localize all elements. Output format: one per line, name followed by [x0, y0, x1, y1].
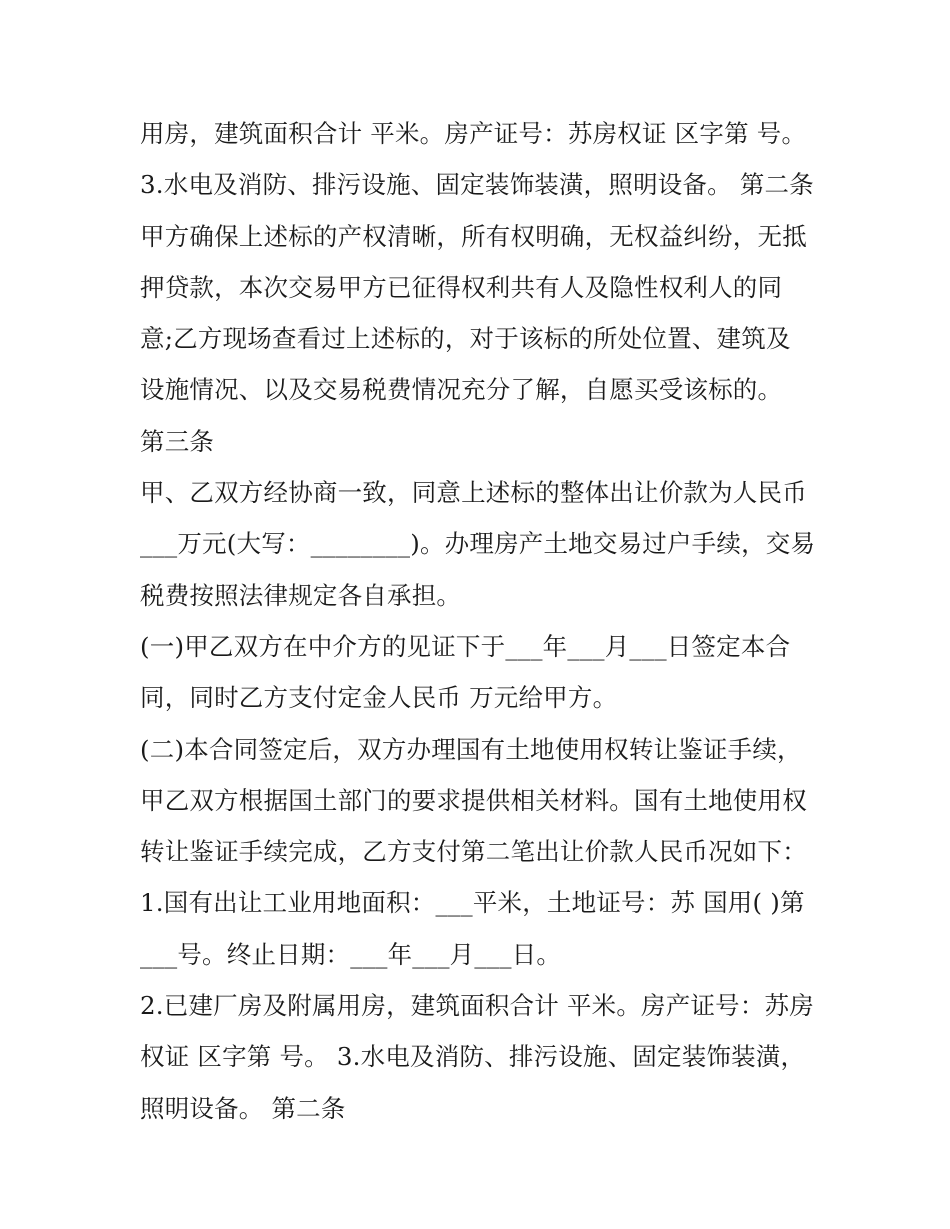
text-line: 转让鉴证手续完成，乙方支付第二笔出让价款人民币况如下： — [140, 837, 807, 867]
text-line: (一)甲乙双方在中介方的见证下于___年___月___日签定本合 — [140, 631, 791, 661]
text-line: 设施情况、以及交易税费情况充分了解，自愿买受该标的。 — [140, 375, 783, 405]
text-line: 照明设备。 第二条 — [140, 1093, 346, 1123]
text-line: 3.水电及消防、排污设施、固定装饰装潢，照明设备。 第二条 — [140, 170, 814, 200]
text-line: 税费按照法律规定各自承担。 — [140, 580, 462, 610]
text-line: (二)本合同签定后，双方办理国有土地使用权转让鉴证手续， — [140, 734, 802, 764]
text-line: 用房，建筑面积合计 平米。房产证号：苏房权证 区字第 号。 — [140, 119, 807, 148]
text-line: 1.国有出让工业用地面积：___平米，土地证号：苏 国用( )第 — [140, 888, 805, 918]
text-line: ___万元(大写：________)。办理房产土地交易过户手续，交易 — [140, 529, 816, 559]
text-line: 同，同时乙方支付定金人民币 万元给甲方。 — [140, 683, 618, 713]
section-heading: 第三条 — [140, 426, 215, 456]
text-line: 意;乙方现场查看过上述标的，对于该标的所处位置、建筑及 — [140, 324, 791, 354]
text-line: 押贷款，本次交易甲方已征得权利共有人及隐性权利人的同 — [140, 272, 783, 302]
text-line: ___号。终止日期：___年___月___日。 — [140, 939, 562, 969]
text-line: 甲方确保上述标的产权清晰，所有权明确，无权益纠纷，无抵 — [140, 221, 807, 251]
text-line: 2.已建厂房及附属用房，建筑面积合计 平米。房产证号：苏房 — [140, 991, 814, 1021]
text-line: 甲乙双方根据国土部门的要求提供相关材料。国有土地使用权 — [140, 785, 807, 815]
document-body — [140, 108, 830, 1134]
text-line: 甲、乙双方经协商一致，同意上述标的整体出让价款为人民币 — [140, 478, 807, 508]
text-line: 权证 区字第 号。 3.水电及消防、排污设施、固定装饰装潢， — [140, 1042, 806, 1072]
